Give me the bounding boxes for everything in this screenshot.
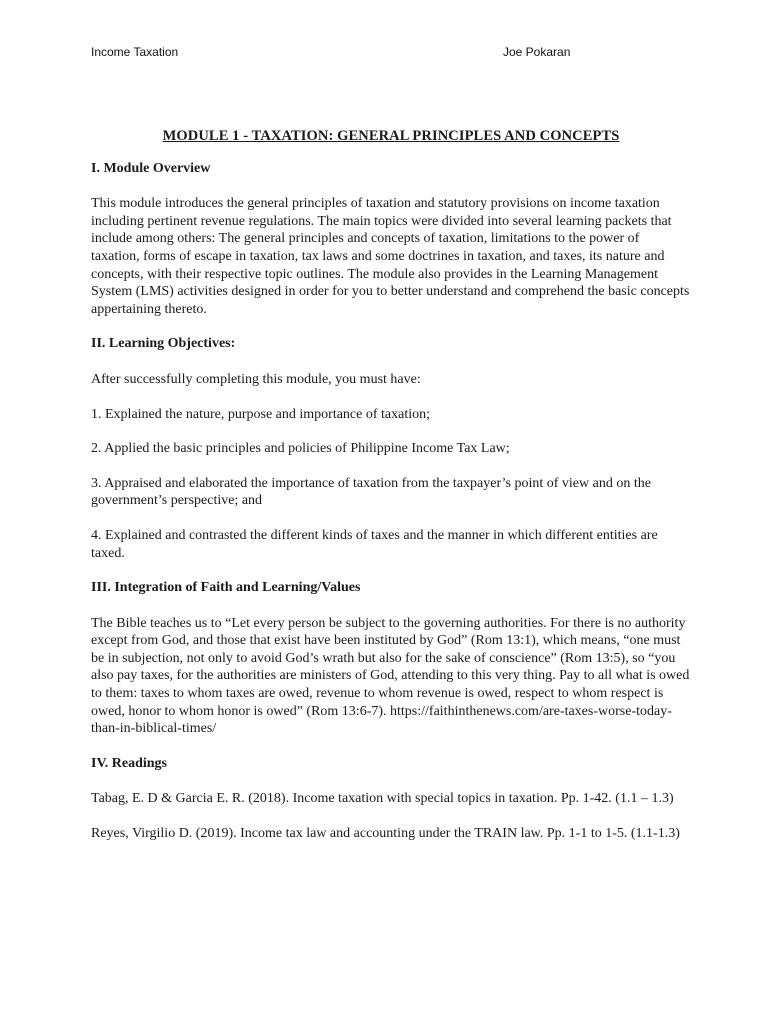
page-header [91,45,691,65]
header-course-title: Income Taxation [91,45,179,59]
faith-heading: III. Integration of Faith and Learning/Values [91,580,361,596]
objective-item: 1. Explained the nature, purpose and importance of taxation; [91,406,431,422]
reading-item: Tabag, E. D & Garcia E. R. (2018). Income taxation with special topics in taxation. Pp. 1-42. (1.1 – 1.3) [91,791,674,807]
readings-heading: IV. Readings [91,755,167,771]
objective-item: 3. Appraised and elaborated the importance of taxation from the taxpayer’s point of view and on the government’s perspective; and [91,475,651,509]
overview-paragraph: This module introduces the general principles of taxation and statutory provisions on income taxation including pertinent revenue regulations. The main topics were divided into several learning packets that include among others: The general principles and concepts of taxation, limitations to the power of taxation, forms of escape in taxation, tax laws and some doctrines in taxation, and taxes, its nature and concepts, with their respective topic outlines. The module also provides in the Learning Management System (LMS) activities designed in order for you to better understand and comprehend the basic concepts appertaining thereto. [91,196,690,317]
overview-heading: I. Module Overview [91,160,211,176]
header-author: Joe Pokaran [503,45,571,59]
objectives-intro: After successfully completing this module, you must have: [91,371,421,387]
objectives-heading: II. Learning Objectives: [91,336,236,352]
reading-item: Reyes, Virgilio D. (2019). Income tax law and accounting under the TRAIN law. Pp. 1-1 to 1-5. (1.1-1.3) [91,826,680,842]
objective-item: 4. Explained and contrasted the different kinds of taxes and the manner in which different entities are taxed. [91,527,658,561]
document-body [91,128,691,860]
objective-item: 2. Applied the basic principles and policies of Philippine Income Tax Law; [91,441,510,457]
faith-paragraph: The Bible teaches us to “Let every person be subject to the governing authorities. For there is no authority except from God, and those that exist have been instituted by God” (Rom 13:1), which means, “one must be in subjection, not only to avoid God’s wrath but also for the sake of conscience” (Rom 13:5), so “you also pay taxes, for the authorities are ministers of God, attending to this very thing. Pay to all what is owed to them: taxes to whom taxes are owed, revenue to whom revenue is owed, respect to whom respect is owed, honor to whom honor is owed” (Rom 13:6-7). https://faithinthenews.com/are-taxes-worse-today-than-in-biblical-times/ [91,615,690,737]
module-title: MODULE 1 - TAXATION: GENERAL PRINCIPLES AND CONCEPTS [162,128,620,144]
